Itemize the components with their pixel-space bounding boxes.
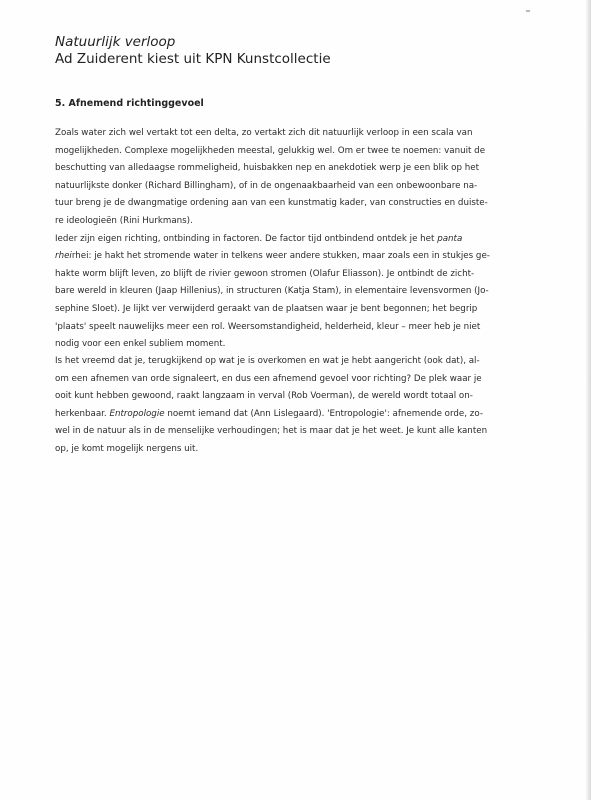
document-subtitle: Ad Zuiderent kiest uit KPN Kunstcollectie <box>55 51 331 67</box>
text-line: Zoals water zich wel vertakt tot een delta, zo vertakt zich dit natuurlijk verloop in een scala van <box>55 128 473 138</box>
text-line: hakte worm blijft leven, zo blijft de rivier gewoon stromen (Olafur Eliasson). Je ontbindt de zicht- <box>55 268 475 279</box>
scan-mark <box>526 10 530 12</box>
text-line: op, je komt mogelijk nergens uit. <box>55 443 199 454</box>
text-line: 'plaats' speelt nauwelijks meer een rol. Weersomstandigheid, helderheid, kleur – meer heb je niet <box>55 321 481 332</box>
text-line: ooit kunt hebben gewoond, raakt langzaam in verval (Rob Voerman), de wereld wordt totaal on- <box>55 391 473 402</box>
text-segment: herkenbaar. <box>55 408 110 419</box>
document-title: Natuurlijk verloop <box>55 34 176 50</box>
italic-term-panta: panta <box>437 233 463 244</box>
paragraph-1 <box>55 125 535 354</box>
text-line: om een afnemen van orde signaleert, en dus een afnemend gevoel voor richting? De plek waar je <box>55 373 482 384</box>
text-line: re ideologieën (Rini Hurkmans). <box>55 215 193 226</box>
text-line-with-italic <box>55 231 535 249</box>
text-line: Is het vreemd dat je, terugkijkend op wat je is overkomen en wat je hebt aangericht (ook dat), al- <box>55 356 480 366</box>
text-line: sephine Sloet). Je lijkt ver verwijderd geraakt van de plaatsen waar je bent begonnen; het begrip <box>55 303 478 314</box>
italic-term-entropologie: Entropologie <box>109 408 165 419</box>
text-line-with-italic <box>55 406 535 424</box>
text-segment: noemt iemand dat (Ann Lislegaard). 'Entropologie': afnemende orde, zo- <box>164 408 483 419</box>
document-header <box>55 34 331 68</box>
text-line: wel in de natuur als in de menselijke verhoudingen; het is maar dat je het weet. Je kunt alle kanten <box>55 426 488 437</box>
text-line: mogelijkheden. Complexe mogelijkheden meestal, gelukkig wel. Om er twee te noemen: vanuit de <box>55 145 486 156</box>
section-heading: 5. Afnemend richtinggevoel <box>55 98 204 109</box>
text-line: nodig voor een enkel subliem moment. <box>55 339 226 350</box>
text-line: natuurlijkste donker (Richard Billingham), of in de ongenaakbaarheid van een onbewoonbare na- <box>55 180 478 191</box>
text-segment: Ieder zijn eigen richting, ontbinding in factoren. De factor tijd ontbindend ontdek je het <box>55 233 438 244</box>
text-line: beschutting van alledaagse rommeligheid, huisbakken nep en anekdotiek werp je een blik op het <box>55 163 479 174</box>
page-edge-shadow <box>585 0 591 800</box>
text-line: tuur breng je de dwangmatige ordening aan van een kunstmatig kader, van constructies en duiste- <box>55 198 488 209</box>
paragraph-2 <box>55 353 535 459</box>
italic-term-rhei: rhei <box>55 251 72 262</box>
text-line-with-italic <box>55 248 535 266</box>
text-segment: rhei: je hakt het stromende water in telkens weer andere stukken, maar zoals een in stukjes ge- <box>71 251 490 262</box>
text-line: bare wereld in kleuren (Jaap Hillenius), in structuren (Katja Stam), in elementaire levensvormen (Jo- <box>55 286 489 297</box>
